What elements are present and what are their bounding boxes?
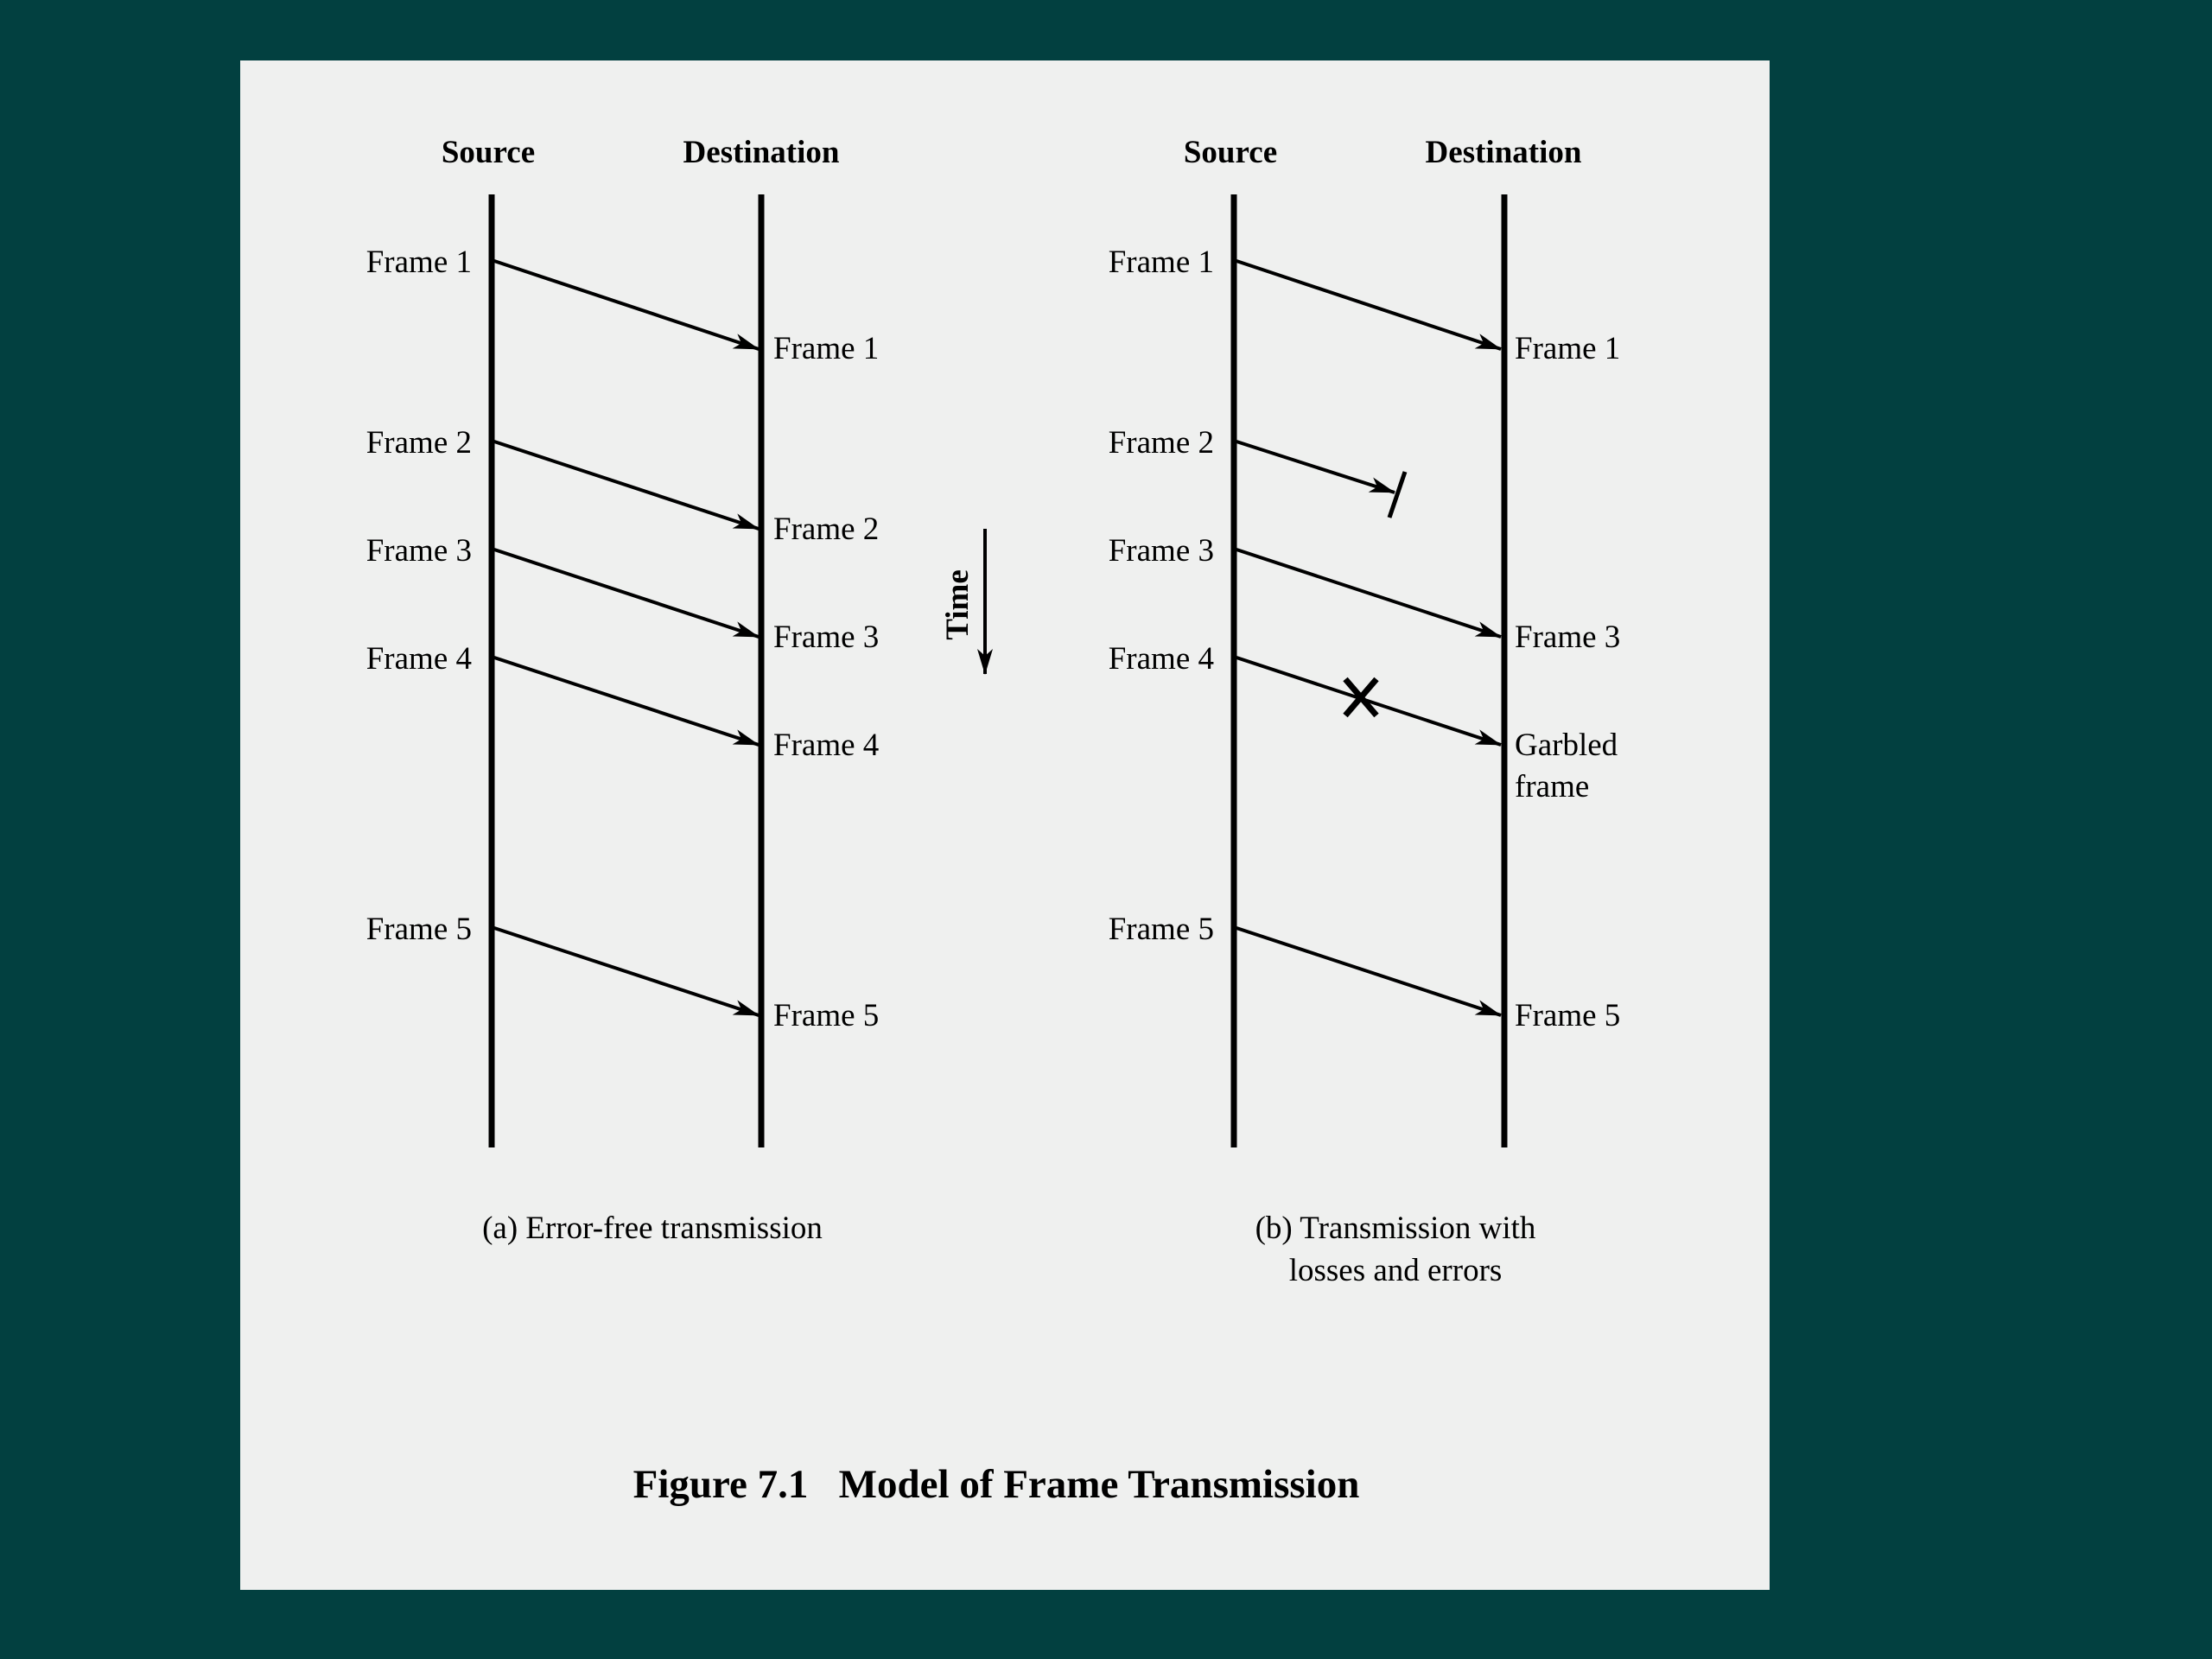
panel-b-garbled-label-line1: Garbled: [1515, 728, 1618, 763]
panel-a-received-label: Frame 3: [773, 620, 880, 655]
panel-a-frame-arrow: [494, 928, 759, 1015]
panel-a-received-label: Frame 1: [773, 331, 880, 366]
panel-b-lost-frame-arrow: [1236, 442, 1395, 493]
panel-b-received-label: Frame 5: [1515, 998, 1621, 1033]
panel-a-received-label: Frame 2: [773, 512, 880, 547]
panel-a-received-label: Frame 5: [773, 998, 880, 1033]
panel-b-received-label: Frame 3: [1515, 620, 1621, 655]
panel-b-source-header: Source: [1183, 135, 1278, 170]
error-x-icon: [1345, 679, 1376, 715]
figure-title: Figure 7.1 Model of Frame Transmission: [632, 1462, 1360, 1507]
panel-b-sent-label: Frame 1: [1108, 245, 1214, 280]
panel-b-garbled-frame-arrow: [1236, 658, 1501, 745]
panel-b-caption-line2: losses and errors: [1288, 1253, 1503, 1288]
panel-a-frame-arrow: [494, 658, 759, 745]
time-label: Time: [940, 569, 976, 640]
panel-b-sent-label: Frame 2: [1108, 425, 1214, 461]
panel-a-destination-header: Destination: [683, 135, 840, 170]
panel-a: [366, 135, 880, 1246]
panel-a-caption: (a) Error-free transmission: [482, 1211, 823, 1246]
panel-b-received-label: Frame 1: [1515, 331, 1621, 366]
lost-frame-stop-icon: [1389, 472, 1405, 518]
panel-b-frame-arrow: [1236, 261, 1501, 349]
panel-a-frame-arrow: [494, 442, 759, 529]
panel-b-caption-line1: (b) Transmission with: [1255, 1211, 1536, 1246]
panel-a-sent-label: Frame 1: [365, 245, 472, 280]
panel-b-frame-arrow: [1236, 550, 1501, 637]
panel-a-sent-label: Frame 2: [365, 425, 472, 461]
panel-a-source-header: Source: [441, 135, 536, 170]
time-indicator: [940, 529, 985, 674]
panel-a-frame-arrow: [494, 261, 759, 349]
panel-a-sent-label: Frame 4: [365, 641, 472, 677]
panel-b: [1109, 135, 1621, 1288]
panel-a-received-label: Frame 4: [773, 728, 880, 763]
panel-a-sent-label: Frame 5: [365, 912, 472, 947]
panel-b-destination-header: Destination: [1425, 135, 1582, 170]
panel-b-garbled-label-line2: frame: [1515, 769, 1590, 804]
panel-a-frame-arrow: [494, 550, 759, 637]
panel-a-sent-label: Frame 3: [365, 533, 472, 569]
panel-b-sent-label: Frame 5: [1108, 912, 1214, 947]
panel-b-frame-arrow: [1236, 928, 1501, 1015]
panel-b-sent-label: Frame 4: [1108, 641, 1214, 677]
panel-b-sent-label: Frame 3: [1108, 533, 1214, 569]
